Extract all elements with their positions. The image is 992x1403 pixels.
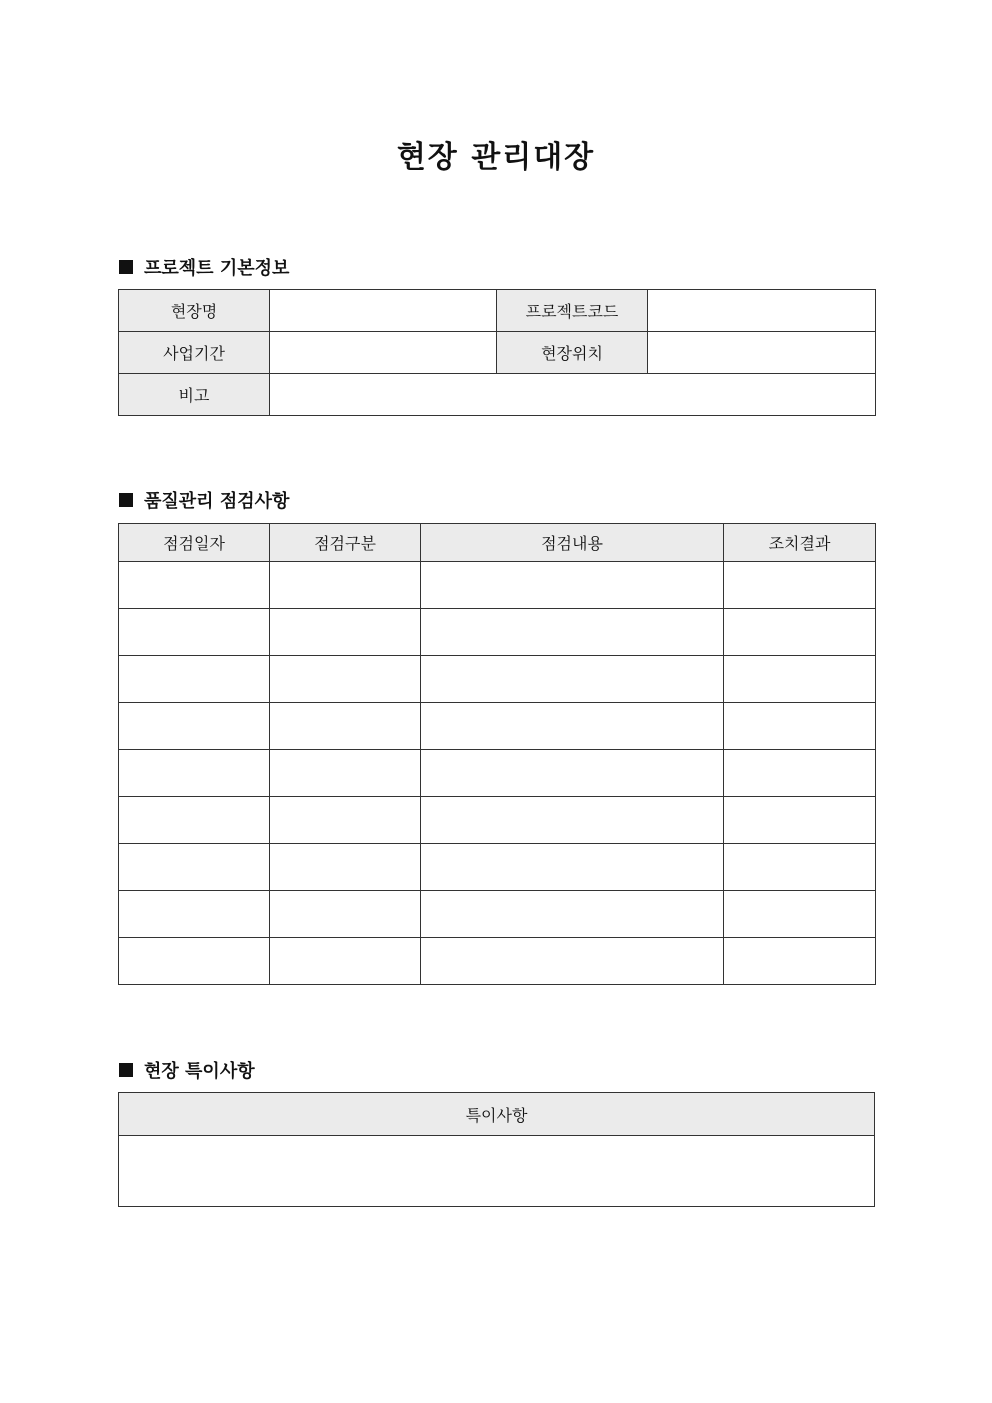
date-cell[interactable] [119,609,270,656]
content-cell[interactable] [421,609,724,656]
table-row [119,891,876,938]
site-name-field[interactable] [270,290,497,332]
type-cell[interactable] [270,609,421,656]
table-row [119,844,876,891]
section-heading-basic-info [119,254,289,280]
table-row [119,656,876,703]
result-cell[interactable] [724,562,876,609]
section-heading-special [119,1057,255,1083]
remarks-label: 비고 [119,374,270,416]
table-row [119,1136,875,1207]
result-cell[interactable] [724,891,876,938]
content-cell[interactable] [421,797,724,844]
result-cell[interactable] [724,750,876,797]
column-header-type: 점검구분 [270,524,421,562]
type-cell[interactable] [270,562,421,609]
type-cell[interactable] [270,891,421,938]
black-square-bullet-icon [119,260,133,274]
page-title: 현장 관리대장 [396,140,596,175]
date-cell[interactable] [119,562,270,609]
content-cell[interactable] [421,750,724,797]
quality-inspection-table [118,523,876,985]
type-cell[interactable] [270,656,421,703]
type-cell[interactable] [270,797,421,844]
content-cell[interactable] [421,656,724,703]
type-cell[interactable] [270,703,421,750]
special-notes-table [118,1092,875,1207]
section-heading-quality-text: 품질관리 점검사항 [144,491,290,512]
period-field[interactable] [270,332,497,374]
table-row [119,562,876,609]
result-cell[interactable] [724,797,876,844]
section-heading-quality [119,487,289,513]
location-label: 현장위치 [497,332,648,374]
section-heading-basic-info-text: 프로젝트 기본정보 [144,258,290,279]
content-cell[interactable] [421,844,724,891]
date-cell[interactable] [119,750,270,797]
black-square-bullet-icon [119,493,133,507]
content-cell[interactable] [421,562,724,609]
type-cell[interactable] [270,844,421,891]
result-cell[interactable] [724,844,876,891]
section-heading-special-text: 현장 특이사항 [144,1061,255,1082]
type-cell[interactable] [270,938,421,985]
black-square-bullet-icon [119,1063,133,1077]
special-notes-field[interactable] [119,1136,875,1207]
table-row [119,374,876,416]
site-name-label: 현장명 [119,290,270,332]
content-cell[interactable] [421,703,724,750]
table-row [119,797,876,844]
date-cell[interactable] [119,797,270,844]
table-header-row [119,524,876,562]
content-cell[interactable] [421,891,724,938]
table-row [119,332,876,374]
special-notes-header: 특이사항 [119,1093,875,1136]
date-cell[interactable] [119,656,270,703]
column-header-result: 조치결과 [724,524,876,562]
table-row [119,290,876,332]
result-cell[interactable] [724,703,876,750]
table-row [119,703,876,750]
table-row [119,750,876,797]
date-cell[interactable] [119,703,270,750]
result-cell[interactable] [724,938,876,985]
location-field[interactable] [648,332,876,374]
date-cell[interactable] [119,938,270,985]
project-code-field[interactable] [648,290,876,332]
date-cell[interactable] [119,844,270,891]
remarks-field[interactable] [270,374,876,416]
result-cell[interactable] [724,656,876,703]
column-header-date: 점검일자 [119,524,270,562]
period-label: 사업기간 [119,332,270,374]
result-cell[interactable] [724,609,876,656]
table-row [119,609,876,656]
type-cell[interactable] [270,750,421,797]
project-basic-info-table [118,289,876,416]
content-cell[interactable] [421,938,724,985]
column-header-content: 점검내용 [421,524,724,562]
table-row [119,938,876,985]
project-code-label: 프로젝트코드 [497,290,648,332]
table-header-row [119,1093,875,1136]
date-cell[interactable] [119,891,270,938]
